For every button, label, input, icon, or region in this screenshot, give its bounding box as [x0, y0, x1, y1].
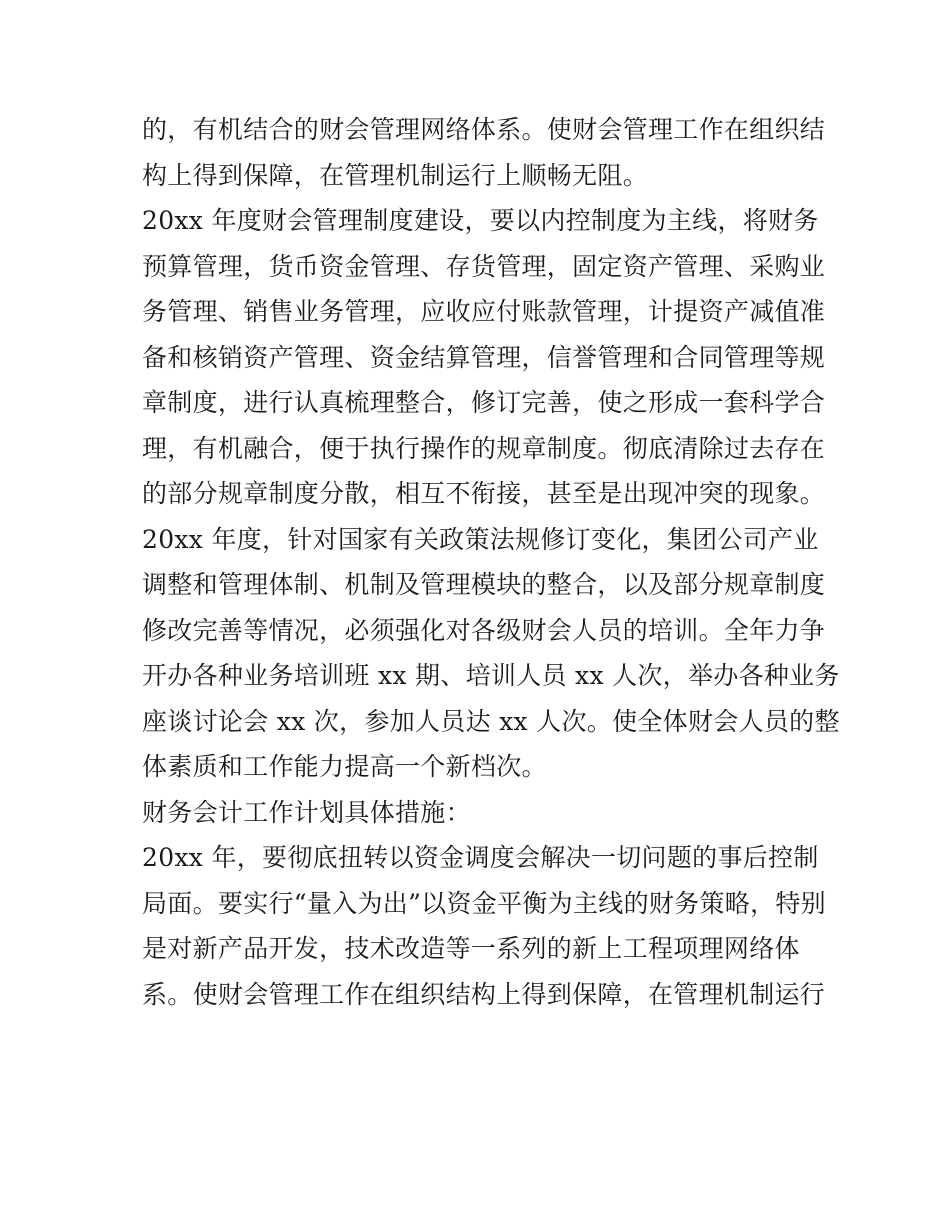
section-heading: 财务会计工作计划具体措施： [142, 797, 471, 827]
text-line-15: 体素质和工作能力提高一个新档次。 [142, 752, 547, 781]
text-line-8: 理，有机融合，便于执行操作的规章制度。彻底清除过去存在 [142, 433, 826, 463]
text-line-11: 调整和管理体制、机制及管理模块的整合，以及部分规章制度 [142, 570, 826, 599]
text-line-4: 预算管理，货币资金管理、存货管理，固定资产管理、采购业 [142, 251, 826, 281]
text-line-2: 构上得到保障，在管理机制运行上顺畅无阻。 [142, 160, 649, 190]
text-line-3: 20xx 年度财会管理制度建设，要以内控制度为主线，将财务 [142, 206, 819, 235]
text-line-12: 修改完善等情况，必须强化对各级财会人员的培训。全年力争 [142, 615, 826, 645]
text-line-6: 备和核销资产管理、资金结算管理，信誉管理和合同管理等规 [142, 342, 826, 372]
text-line-5: 务管理、销售业务管理，应收应付账款管理，计提资产减值准 [142, 297, 826, 326]
text-line-1: 的，有机结合的财会管理网络体系。使财会管理工作在组织结 [142, 115, 826, 144]
text-line-10: 20xx 年度，针对国家有关政策法规修订变化，集团公司产业 [142, 524, 819, 554]
text-line-19: 是对新产品开发，技术改造等一系列的新上工程项理网络体 [142, 934, 800, 963]
text-line-7: 章制度，进行认真梳理整合，修订完善，使之形成一套科学合 [142, 388, 826, 417]
text-line-13: 开办各种业务培训班 xx 期、培训人员 xx 人次，举办各种业务 [142, 661, 840, 690]
text-line-17: 20xx 年，要彻底扭转以资金调度会解决一切问题的事后控制 [142, 843, 819, 872]
text-line-20: 系。使财会管理工作在组织结构上得到保障，在管理机制运行 [142, 979, 826, 1009]
text-line-18: 局面。要实行“量入为出”以资金平衡为主线的财务策略，特别 [142, 888, 826, 918]
document-body [142, 107, 840, 1017]
text-line-9: 的部分规章制度分散，相互不衔接，甚至是出现冲突的现象。 [142, 479, 826, 508]
text-line-14: 座谈讨论会 xx 次，参加人员达 xx 人次。使全体财会人员的整 [142, 706, 840, 736]
